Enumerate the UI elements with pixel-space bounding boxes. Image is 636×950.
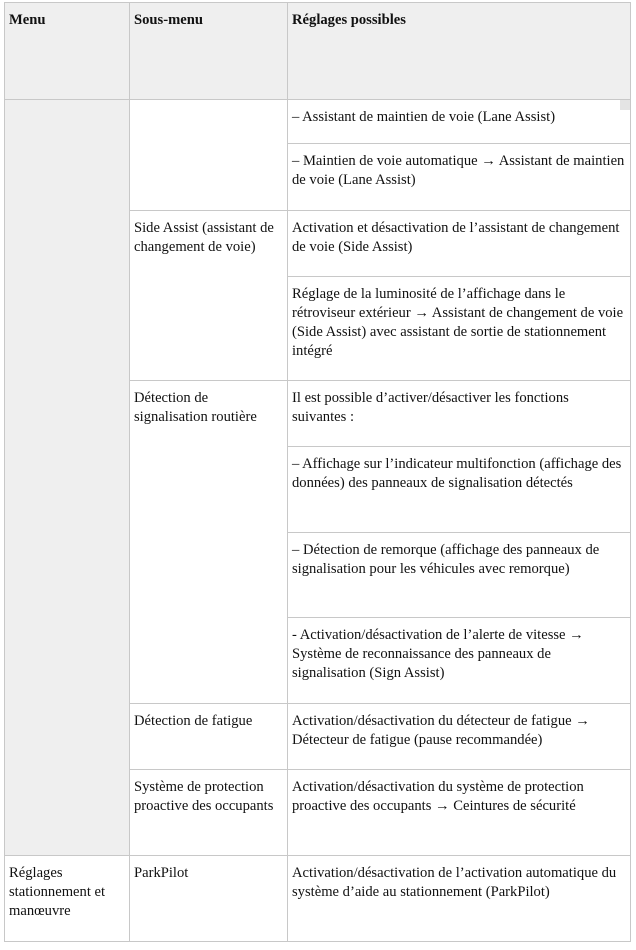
submenu-cell-empty [130,100,288,211]
menu-cell: Réglages stationnement et manœuvre [5,856,130,942]
settings-cell: - Activation/désactivation de l’alerte de vitesse → Système de reconnaissance des panneaux de signalisation (Sign Assist) [288,618,631,704]
settings-cell: Activation et désactivation de l’assistant de changement de voie (Side Assist) [288,211,631,277]
settings-cell: Activation/désactivation du système de protection proactive des occupants → Ceintures de sécurité [288,770,631,856]
header-reglages: Réglages possibles [288,3,631,100]
settings-cell: – Détection de remorque (affichage des panneaux de signalisation pour les véhicules avec remorque) [288,533,631,618]
settings-cell: Activation/désactivation du détecteur de fatigue → Détecteur de fatigue (pause recommandée) [288,704,631,770]
settings-cell: Activation/désactivation de l’activation automatique du système d’aide au stationnement (ParkPilot) [288,856,631,942]
submenu-cell: Side Assist (assistant de changement de voie) [130,211,288,381]
menu-cell-empty [5,100,130,856]
submenu-cell: Détection de fatigue [130,704,288,770]
submenu-cell: ParkPilot [130,856,288,942]
settings-cell: Il est possible d’activer/désactiver les fonctions suivantes : [288,381,631,447]
header-menu: Menu [5,3,130,100]
submenu-cell: Détection de signalisation routière [130,381,288,704]
settings-table [4,2,631,942]
submenu-cell: Système de protection proactive des occupants [130,770,288,856]
settings-cell: – Assistant de maintien de voie (Lane Assist) [288,100,631,144]
settings-cell: – Affichage sur l’indicateur multifonction (affichage des données) des panneaux de signalisation détectés [288,447,631,533]
header-row [5,3,631,100]
header-sous-menu: Sous-menu [130,3,288,100]
settings-cell: Réglage de la luminosité de l’affichage dans le rétroviseur extérieur → Assistant de changement de voie (Side Assist) avec assistant de sortie de stationnement intégré [288,277,631,381]
table-row [5,856,631,942]
table-row [5,100,631,144]
settings-cell: – Maintien de voie automatique → Assistant de maintien de voie (Lane Assist) [288,144,631,211]
